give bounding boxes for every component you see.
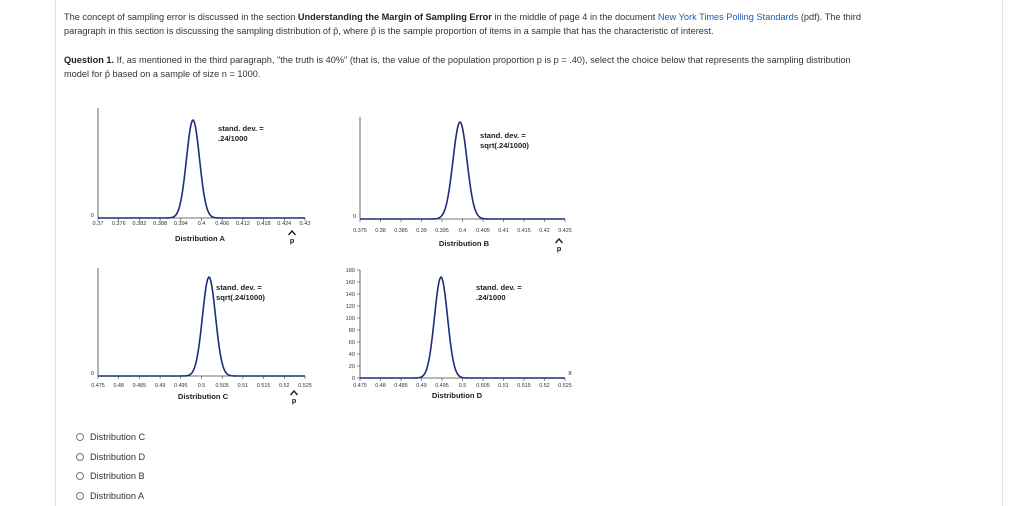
axis-symbol-p-hat: p: [291, 396, 297, 405]
chart-distribution-c: [91, 268, 312, 405]
axis-symbol-p-hat: p: [556, 244, 562, 253]
x-tick-label: 0.42: [539, 228, 550, 234]
x-tick-label: 0.376: [111, 221, 126, 227]
y-tick-label: 0: [352, 214, 356, 220]
intro-section-title: Understanding the Margin of Sampling Error: [297, 12, 492, 22]
x-tick-label: 0.388: [153, 221, 168, 227]
chart-distribution-b: [353, 117, 572, 253]
y-tick-label: 80: [348, 328, 355, 334]
x-tick-label: 0.41: [498, 228, 509, 234]
option-label: Distribution C: [90, 431, 146, 442]
x-tick-label: 0.515: [256, 383, 271, 389]
x-tick-label: 0.495: [174, 383, 188, 389]
radio-button[interactable]: [76, 492, 84, 500]
intro-text-3: (pdf). The third: [798, 12, 861, 22]
y-tick-label: 0: [90, 213, 94, 219]
option-distribution-a[interactable]: [76, 486, 145, 506]
option-label: Distribution B: [90, 471, 145, 482]
y-tick-label: 40: [348, 352, 355, 358]
x-tick-label: 0.485: [132, 383, 147, 389]
x-tick-label: 0.415: [517, 228, 531, 234]
x-tick-label: 0.418: [256, 221, 271, 227]
x-tick-label: 0.43: [299, 221, 311, 227]
x-tick-label: 0.49: [154, 383, 166, 389]
y-tick-label: 20: [348, 364, 355, 370]
x-tick-label: 0.48: [113, 383, 124, 389]
x-tick-label: 0.405: [476, 228, 490, 234]
x-tick-label: 0.425: [558, 228, 572, 234]
radio-button[interactable]: [76, 472, 84, 480]
chart-title: Distribution C: [177, 392, 229, 401]
x-tick-label: 0.385: [394, 228, 408, 234]
x-tick-label: 0.5: [197, 383, 206, 389]
hat-symbol: [291, 391, 298, 395]
x-tick-label: 0.375: [353, 228, 367, 234]
std-dev-annotation: stand. dev. =: [218, 124, 264, 133]
hat-symbol: [289, 231, 296, 235]
x-tick-label: 0.38: [375, 228, 386, 234]
question-text-2: model for p̂ based on a sample of size n = 1000.: [64, 68, 261, 79]
intro-text-1: The concept of sampling error is discussed in the section: [64, 12, 298, 22]
x-tick-label: 0.495: [435, 383, 449, 389]
x-tick-label: 0.51: [237, 383, 249, 389]
std-dev-annotation: sqrt(.24/1000): [216, 293, 265, 302]
x-tick-label: 0.412: [235, 221, 250, 227]
chart-distribution-d: [346, 268, 573, 400]
option-distribution-c[interactable]: [76, 427, 145, 447]
chart-distribution-a: [91, 108, 311, 245]
distribution-curve: [98, 120, 305, 218]
x-tick-label: 0.395: [435, 228, 449, 234]
chart-title: Distribution B: [438, 239, 490, 248]
option-label: Distribution D: [90, 451, 146, 462]
x-tick-label: 0.5: [458, 383, 467, 389]
x-tick-label: 0.485: [394, 383, 408, 389]
y-tick-label: 100: [345, 316, 355, 322]
x-tick-label: 0.4: [458, 228, 467, 234]
x-tick-label: 0.406: [215, 221, 230, 227]
x-tick-label: 0.515: [517, 383, 531, 389]
y-tick-label: 120: [345, 304, 355, 310]
std-dev-annotation: .24/1000: [218, 134, 248, 143]
x-tick-label: 0.52: [539, 383, 550, 389]
distribution-curve: [98, 277, 305, 376]
hat-symbol: [556, 239, 563, 243]
distribution-curve: [360, 122, 565, 219]
std-dev-annotation: stand. dev. =: [480, 131, 526, 140]
option-label: Distribution A: [90, 490, 145, 501]
x-tick-label: 0.475: [91, 383, 105, 389]
y-tick-label: 0: [90, 371, 94, 377]
x-tick-label: 0.424: [277, 221, 292, 227]
x-tick-label: 0.525: [298, 383, 312, 389]
x-tick-label: 0.39: [416, 228, 427, 234]
chart-title: Distribution A: [175, 234, 225, 243]
x-tick-label: 0.48: [375, 383, 386, 389]
axis-symbol: x: [568, 370, 572, 377]
x-tick-label: 0.525: [558, 383, 572, 389]
option-distribution-b[interactable]: [76, 466, 145, 486]
distribution-curve: [360, 277, 565, 378]
polling-standards-link[interactable]: New York Times Polling Standards: [657, 12, 799, 22]
y-tick-label: 0: [351, 376, 355, 382]
x-tick-label: 0.394: [173, 221, 188, 227]
y-tick-label: 180: [345, 268, 355, 274]
option-distribution-d[interactable]: [76, 447, 145, 467]
x-tick-label: 0.505: [476, 383, 490, 389]
radio-button[interactable]: [76, 453, 84, 461]
chart-title: Distribution D: [431, 391, 483, 400]
std-dev-annotation: stand. dev. =: [216, 283, 262, 292]
question-label: Question 1.: [64, 55, 115, 65]
y-tick-label: 60: [348, 340, 355, 346]
intro-text-2: in the middle of page 4 in the document: [491, 12, 658, 22]
x-tick-label: 0.475: [353, 383, 367, 389]
intro-text-line2: paragraph in this section is discussing the sampling distribution of p̂, where p̂ is the sample proportion of items in a sample that has the characteristic of interest.: [64, 25, 714, 36]
std-dev-annotation: .24/1000: [476, 293, 506, 302]
y-tick-label: 140: [345, 292, 355, 298]
std-dev-annotation: stand. dev. =: [476, 283, 522, 292]
answer-options: [76, 427, 145, 506]
x-tick-label: 0.382: [132, 221, 147, 227]
x-tick-label: 0.37: [92, 221, 104, 227]
x-tick-label: 0.4: [197, 221, 206, 227]
std-dev-annotation: sqrt(.24/1000): [480, 141, 529, 150]
y-tick-label: 160: [345, 280, 355, 286]
x-tick-label: 0.51: [498, 383, 509, 389]
x-tick-label: 0.49: [416, 383, 427, 389]
radio-button[interactable]: [76, 433, 84, 441]
x-tick-label: 0.505: [215, 383, 229, 389]
axis-symbol-p-hat: p: [289, 236, 295, 245]
question-text-1: If, as mentioned in the third paragraph, "the truth is 40%" (that is, the value of the population proportion p is p = .40), select the choice below that represents the sampling distribution: [114, 55, 851, 65]
x-tick-label: 0.52: [279, 383, 290, 389]
